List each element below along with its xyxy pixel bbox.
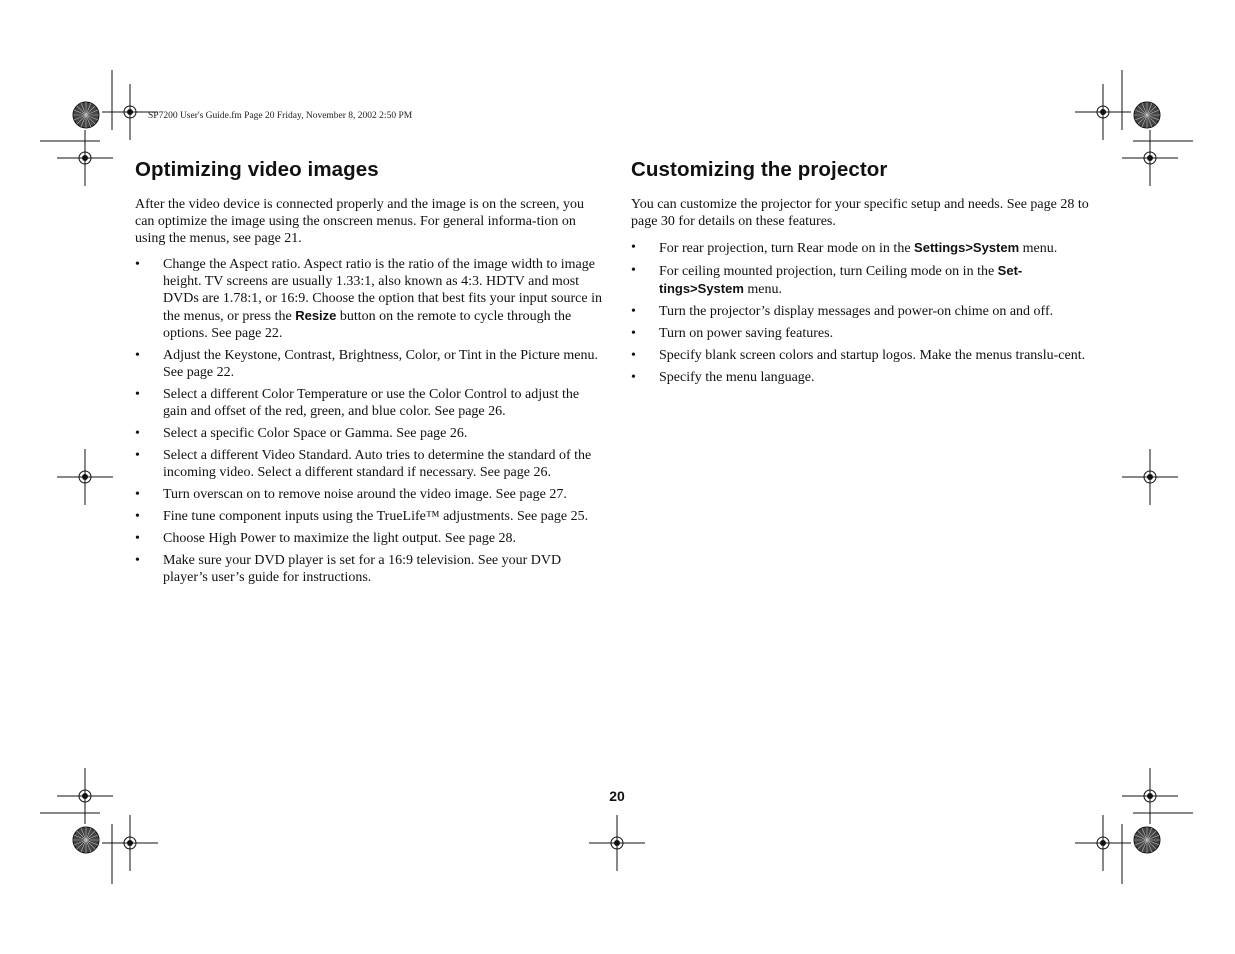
- bullet-item: [631, 239, 1103, 257]
- bullet-symbol: •: [135, 531, 140, 546]
- section-intro: After the video device is connected properly and the image is on the screen, you can optimize the image using the onscreen menus. For general informa-tion on using the menus, see page 21.: [135, 197, 585, 246]
- star-target-icon: [1134, 102, 1160, 128]
- file-info-header: SP7200 User's Guide.fm Page 20 Friday, November 8, 2002 2:50 PM: [148, 111, 413, 121]
- bullet-symbol: •: [135, 348, 140, 363]
- bullet-text: Turn on power saving features.: [659, 326, 834, 341]
- bullet-symbol: •: [631, 263, 636, 278]
- bullet-text: Make sure your DVD player is set for a 16:9 television. See your DVD player’s user’s guide for instructions.: [163, 553, 562, 585]
- bullet-item: [135, 447, 603, 481]
- bullet-list: [135, 256, 603, 586]
- page-number: 20: [609, 788, 625, 804]
- bullet-text: Select a different Video Standard. Auto tries to determine the standard of the incoming video. Select a different standard if necessary. See page 26.: [163, 448, 592, 480]
- crosshair-icon: [589, 815, 645, 871]
- bullet-item: [135, 508, 603, 525]
- star-target-icon: [1134, 827, 1160, 853]
- star-target-icon: [73, 102, 99, 128]
- bullet-symbol: •: [135, 257, 140, 272]
- bullet-text: Adjust the Keystone, Contrast, Brightness, Color, or Tint in the Picture menu. See page 22.: [163, 348, 598, 380]
- bullet-item: [135, 425, 603, 442]
- bullet-item: [631, 303, 1103, 320]
- crosshair-icon: [1122, 449, 1178, 505]
- bullet-symbol: •: [135, 553, 140, 568]
- bullet-text: For ceiling mounted projection, turn Ceiling mode on in the: [659, 264, 998, 279]
- crosshair-icon: [1075, 84, 1131, 140]
- bullet-text: Turn the projector’s display messages and power-on chime on and off.: [659, 304, 1054, 319]
- bullet-text: Choose High Power to maximize the light output. See page 28.: [163, 531, 517, 546]
- menu-keyword: Settings>System: [914, 240, 1020, 255]
- crosshair-icon: [57, 768, 113, 824]
- star-target-icon: [73, 827, 99, 853]
- section-title: Customizing the projector: [631, 158, 888, 181]
- crosshair-icon: [102, 815, 158, 871]
- bullet-text: Fine tune component inputs using the TrueLife™ adjustments. See page 25.: [163, 509, 589, 524]
- crosshair-icon: [1075, 815, 1131, 871]
- section-intro: You can customize the projector for your specific setup and needs. See page 28 to page 30 for details on these features.: [631, 197, 1089, 229]
- menu-keyword: Resize: [295, 308, 337, 323]
- bullet-item: [135, 486, 603, 503]
- bullet-item: [135, 256, 603, 342]
- bullet-symbol: •: [631, 370, 636, 385]
- bullet-text: Turn overscan on to remove noise around the video image. See page 27.: [163, 487, 567, 502]
- menu-keyword: Set-tings>System: [659, 263, 1023, 296]
- bullet-symbol: •: [631, 326, 636, 341]
- crosshair-icon: [1122, 768, 1178, 824]
- bullet-symbol: •: [135, 487, 140, 502]
- bullet-item: [135, 347, 603, 381]
- bullet-item: [631, 262, 1103, 298]
- crosshair-icon: [57, 130, 113, 186]
- bullet-symbol: •: [631, 240, 636, 255]
- bullet-text: Select a different Color Temperature or use the Color Control to adjust the gain and offset of the red, green, and blue color. See page 26.: [163, 387, 580, 419]
- bullet-item: [631, 325, 1103, 342]
- bullet-symbol: •: [135, 509, 140, 524]
- bullet-item: [135, 552, 603, 586]
- bullet-text: button on the remote to cycle through the options. See page 22.: [163, 309, 572, 341]
- crosshair-icon: [57, 449, 113, 505]
- bullet-text: menu.: [743, 282, 783, 297]
- bullet-symbol: •: [631, 348, 636, 363]
- bullet-text: Specify the menu language.: [659, 370, 815, 385]
- bullet-list: [631, 239, 1103, 386]
- bullet-symbol: •: [631, 304, 636, 319]
- bullet-symbol: •: [135, 448, 140, 463]
- left-column: [135, 158, 603, 591]
- bullet-item: [135, 530, 603, 547]
- bullet-symbol: •: [135, 387, 140, 402]
- bullet-text: Specify blank screen colors and startup logos. Make the menus translu-cent.: [659, 348, 1086, 363]
- bullet-symbol: •: [135, 426, 140, 441]
- bullet-text: Select a specific Color Space or Gamma. See page 26.: [163, 426, 468, 441]
- crosshair-icon: [1122, 130, 1178, 186]
- bullet-text: Change the Aspect ratio. Aspect ratio is the ratio of the image width to image height. TV screens are usually 1.33:1, also known as 4:3. HDTV and most DVDs are 1.78:1, or 16:9. Choose the option that best fits your input source in the menus, or press the: [163, 257, 602, 324]
- bullet-item: [631, 347, 1103, 364]
- section-title: Optimizing video images: [135, 158, 379, 181]
- bullet-item: [631, 369, 1103, 386]
- bullet-item: [135, 386, 603, 420]
- bullet-text: For rear projection, turn Rear mode on in the: [659, 241, 915, 256]
- bullet-text: menu.: [1019, 241, 1058, 256]
- right-column: [631, 158, 1103, 391]
